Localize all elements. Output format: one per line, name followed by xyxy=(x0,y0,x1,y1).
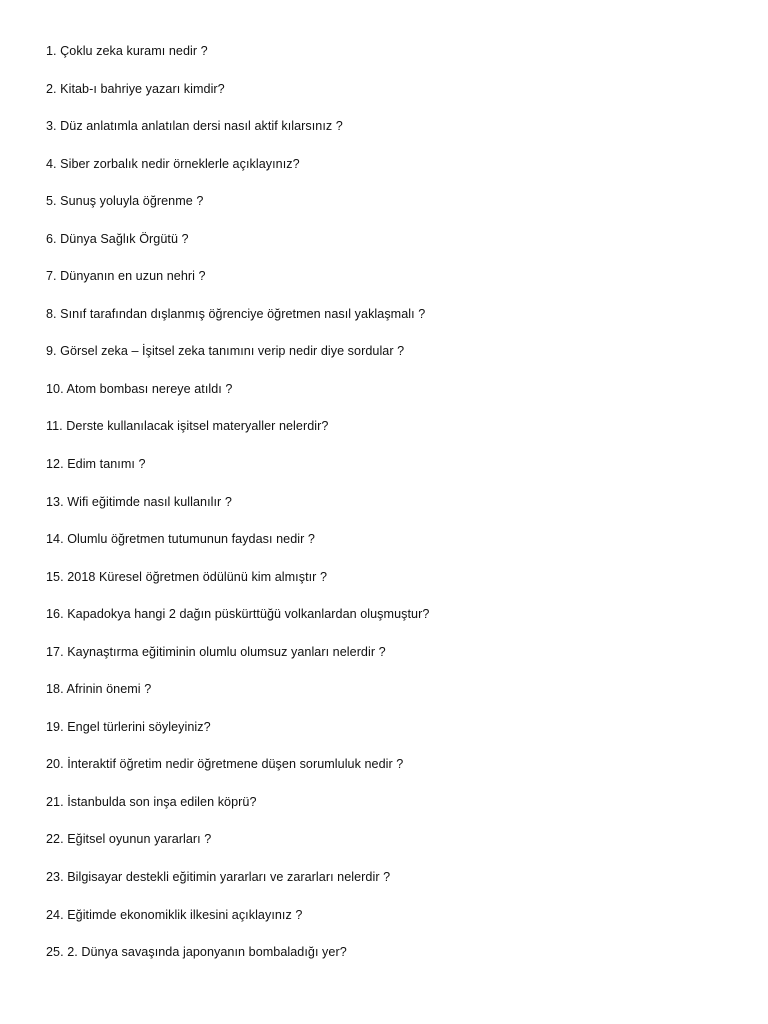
question-item: 9. Görsel zeka – İşitsel zeka tanımını verip nedir diye sordular ? xyxy=(46,344,405,359)
question-item: 17. Kaynaştırma eğitiminin olumlu olumsuz yanları nelerdir ? xyxy=(46,644,386,659)
question-item: 21. İstanbulda son inşa edilen köprü? xyxy=(46,794,257,809)
question-item: 23. Bilgisayar destekli eğitimin yararları ve zararları nelerdir ? xyxy=(46,870,391,885)
question-item: 15. 2018 Küresel öğretmen ödülünü kim almıştır ? xyxy=(46,569,328,584)
question-item: 24. Eğitimde ekonomiklik ilkesini açıklayınız ? xyxy=(46,907,303,922)
question-item: 4. Siber zorbalık nedir örneklerle açıklayınız? xyxy=(46,156,300,171)
question-item: 20. İnteraktif öğretim nedir öğretmene düşen sorumluluk nedir ? xyxy=(46,757,404,772)
question-item: 25. 2. Dünya savaşında japonyanın bombaladığı yer? xyxy=(46,945,347,960)
question-item: 19. Engel türlerini söyleyiniz? xyxy=(46,719,211,734)
question-item: 5. Sunuş yoluyla öğrenme ? xyxy=(46,194,204,209)
question-item: 16. Kapadokya hangi 2 dağın püskürttüğü volkanlardan oluşmuştur? xyxy=(46,607,430,622)
question-item: 7. Dünyanın en uzun nehri ? xyxy=(46,269,206,284)
question-item: 11. Derste kullanılacak işitsel materyaller nelerdir? xyxy=(46,419,329,434)
question-list xyxy=(46,42,429,981)
question-item: 10. Atom bombası nereye atıldı ? xyxy=(46,381,233,396)
question-item: 13. Wifi eğitimde nasıl kullanılır ? xyxy=(46,494,232,509)
question-item: 18. Afrinin önemi ? xyxy=(46,682,152,697)
question-item: 2. Kitab-ı bahriye yazarı kimdir? xyxy=(46,81,225,96)
question-item: 6. Dünya Sağlık Örgütü ? xyxy=(46,231,189,246)
question-item: 1. Çoklu zeka kuramı nedir ? xyxy=(46,44,208,58)
question-item: 12. Edim tanımı ? xyxy=(46,457,146,472)
question-item: 8. Sınıf tarafından dışlanmış öğrenciye öğretmen nasıl yaklaşmalı ? xyxy=(46,306,426,321)
question-item: 22. Eğitsel oyunun yararları ? xyxy=(46,832,212,847)
question-item: 14. Olumlu öğretmen tutumunun faydası nedir ? xyxy=(46,532,315,547)
question-item: 3. Düz anlatımla anlatılan dersi nasıl aktif kılarsınız ? xyxy=(46,119,343,134)
